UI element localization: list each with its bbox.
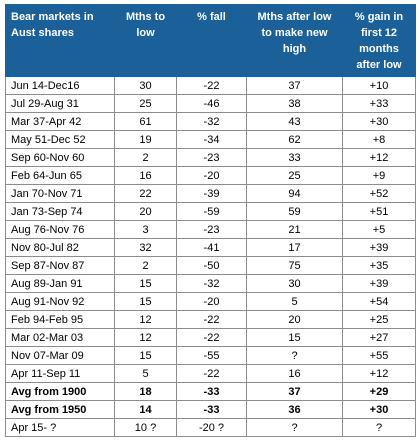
table-row — [6, 131, 416, 149]
months-to-low-cell: 61 — [115, 113, 177, 131]
months-to-low-cell: 12 — [115, 311, 177, 329]
percent-gain-cell: +33 — [343, 95, 416, 113]
percent-fall-cell: -33 — [177, 401, 247, 419]
period-cell: Nov 07-Mar 09 — [6, 347, 115, 365]
months-to-low-cell: 22 — [115, 185, 177, 203]
table-row — [6, 311, 416, 329]
period-cell: Mar 02-Mar 03 — [6, 329, 115, 347]
percent-fall-cell: -59 — [177, 203, 247, 221]
percent-gain-cell: +10 — [343, 77, 416, 95]
months-to-new-high-cell: 33 — [247, 149, 343, 167]
months-to-new-high-cell: 36 — [247, 401, 343, 419]
period-cell: Sep 87-Nov 87 — [6, 257, 115, 275]
months-to-low-cell: 15 — [115, 293, 177, 311]
months-to-low-cell: 25 — [115, 95, 177, 113]
months-to-new-high-cell: 21 — [247, 221, 343, 239]
bear-markets-table-container — [5, 4, 415, 437]
percent-gain-cell: +27 — [343, 329, 416, 347]
percent-fall-cell: -33 — [177, 383, 247, 401]
months-to-low-cell: 10 ? — [115, 419, 177, 437]
percent-fall-cell: -22 — [177, 311, 247, 329]
months-to-low-cell: 2 — [115, 257, 177, 275]
percent-fall-cell: -23 — [177, 149, 247, 167]
period-cell: Jun 14-Dec16 — [6, 77, 115, 95]
months-to-new-high-cell: ? — [247, 347, 343, 365]
percent-gain-cell: ? — [343, 419, 416, 437]
period-cell: Apr 11-Sep 11 — [6, 365, 115, 383]
percent-gain-cell: +12 — [343, 149, 416, 167]
months-to-low-cell: 18 — [115, 383, 177, 401]
table-row — [6, 239, 416, 257]
average-row — [6, 383, 416, 401]
percent-gain-cell: +25 — [343, 311, 416, 329]
period-cell: Mar 37-Apr 42 — [6, 113, 115, 131]
table-row — [6, 275, 416, 293]
percent-gain-cell: +54 — [343, 293, 416, 311]
percent-fall-cell: -41 — [177, 239, 247, 257]
months-to-new-high-cell: 25 — [247, 167, 343, 185]
column-header-percent-gain: % gain in first 12 months after low — [343, 5, 416, 77]
percent-fall-cell: -46 — [177, 95, 247, 113]
months-to-low-cell: 32 — [115, 239, 177, 257]
column-header-percent-fall: % fall — [177, 5, 247, 77]
table-row — [6, 185, 416, 203]
months-to-new-high-cell: 15 — [247, 329, 343, 347]
percent-gain-cell: +55 — [343, 347, 416, 365]
percent-fall-cell: -32 — [177, 275, 247, 293]
months-to-low-cell: 20 — [115, 203, 177, 221]
percent-gain-cell: +52 — [343, 185, 416, 203]
percent-fall-cell: -55 — [177, 347, 247, 365]
period-cell: Jan 73-Sep 74 — [6, 203, 115, 221]
percent-fall-cell: -20 — [177, 293, 247, 311]
table-row — [6, 329, 416, 347]
period-cell: Sep 60-Nov 60 — [6, 149, 115, 167]
percent-gain-cell: +30 — [343, 401, 416, 419]
months-to-new-high-cell: 30 — [247, 275, 343, 293]
months-to-low-cell: 3 — [115, 221, 177, 239]
percent-fall-cell: -50 — [177, 257, 247, 275]
percent-fall-cell: -32 — [177, 113, 247, 131]
bear-markets-table — [5, 4, 416, 437]
months-to-low-cell: 2 — [115, 149, 177, 167]
months-to-low-cell: 5 — [115, 365, 177, 383]
period-cell: May 51-Dec 52 — [6, 131, 115, 149]
table-row — [6, 257, 416, 275]
percent-fall-cell: -22 — [177, 365, 247, 383]
period-cell: Jan 70-Nov 71 — [6, 185, 115, 203]
period-cell: Avg from 1900 — [6, 383, 115, 401]
months-to-low-cell: 16 — [115, 167, 177, 185]
period-cell: Feb 94-Feb 95 — [6, 311, 115, 329]
percent-gain-cell: +29 — [343, 383, 416, 401]
months-to-low-cell: 19 — [115, 131, 177, 149]
period-cell: Jul 29-Aug 31 — [6, 95, 115, 113]
table-row — [6, 95, 416, 113]
period-cell: Apr 15- ? — [6, 419, 115, 437]
months-to-low-cell: 30 — [115, 77, 177, 95]
percent-fall-cell: -22 — [177, 77, 247, 95]
months-to-low-cell: 15 — [115, 275, 177, 293]
percent-fall-cell: -20 — [177, 167, 247, 185]
period-cell: Feb 64-Jun 65 — [6, 167, 115, 185]
percent-gain-cell: +5 — [343, 221, 416, 239]
months-to-low-cell: 14 — [115, 401, 177, 419]
table-row — [6, 365, 416, 383]
months-to-new-high-cell: 75 — [247, 257, 343, 275]
table-row — [6, 113, 416, 131]
percent-fall-cell: -34 — [177, 131, 247, 149]
table-row — [6, 167, 416, 185]
table-row — [6, 221, 416, 239]
table-row — [6, 149, 416, 167]
percent-gain-cell: +35 — [343, 257, 416, 275]
table-header-row — [6, 5, 416, 77]
months-to-new-high-cell: 16 — [247, 365, 343, 383]
months-to-new-high-cell: 37 — [247, 383, 343, 401]
percent-gain-cell: +39 — [343, 275, 416, 293]
months-to-new-high-cell: 59 — [247, 203, 343, 221]
table-row — [6, 293, 416, 311]
percent-fall-cell: -22 — [177, 329, 247, 347]
percent-fall-cell: -39 — [177, 185, 247, 203]
months-to-new-high-cell: 62 — [247, 131, 343, 149]
months-to-new-high-cell: 43 — [247, 113, 343, 131]
period-cell: Aug 89-Jan 91 — [6, 275, 115, 293]
table-row — [6, 77, 416, 95]
percent-gain-cell: +30 — [343, 113, 416, 131]
table-body — [6, 77, 416, 437]
months-to-new-high-cell: 20 — [247, 311, 343, 329]
percent-gain-cell: +51 — [343, 203, 416, 221]
months-to-low-cell: 12 — [115, 329, 177, 347]
column-header-bear-market: Bear markets in Aust shares — [6, 5, 115, 77]
period-cell: Aug 91-Nov 92 — [6, 293, 115, 311]
period-cell: Nov 80-Jul 82 — [6, 239, 115, 257]
months-to-new-high-cell: 94 — [247, 185, 343, 203]
column-header-months-to-new-high: Mths after low to make new high — [247, 5, 343, 77]
months-to-new-high-cell: 17 — [247, 239, 343, 257]
period-cell: Aug 76-Nov 76 — [6, 221, 115, 239]
current-row — [6, 419, 416, 437]
column-header-months-to-low: Mths to low — [115, 5, 177, 77]
percent-gain-cell: +9 — [343, 167, 416, 185]
table-row — [6, 347, 416, 365]
percent-fall-cell: -23 — [177, 221, 247, 239]
months-to-new-high-cell: 5 — [247, 293, 343, 311]
months-to-new-high-cell: 37 — [247, 77, 343, 95]
table-row — [6, 203, 416, 221]
percent-gain-cell: +8 — [343, 131, 416, 149]
percent-gain-cell: +12 — [343, 365, 416, 383]
average-row — [6, 401, 416, 419]
percent-gain-cell: +39 — [343, 239, 416, 257]
months-to-low-cell: 15 — [115, 347, 177, 365]
months-to-new-high-cell: 38 — [247, 95, 343, 113]
period-cell: Avg from 1950 — [6, 401, 115, 419]
months-to-new-high-cell: ? — [247, 419, 343, 437]
percent-fall-cell: -20 ? — [177, 419, 247, 437]
